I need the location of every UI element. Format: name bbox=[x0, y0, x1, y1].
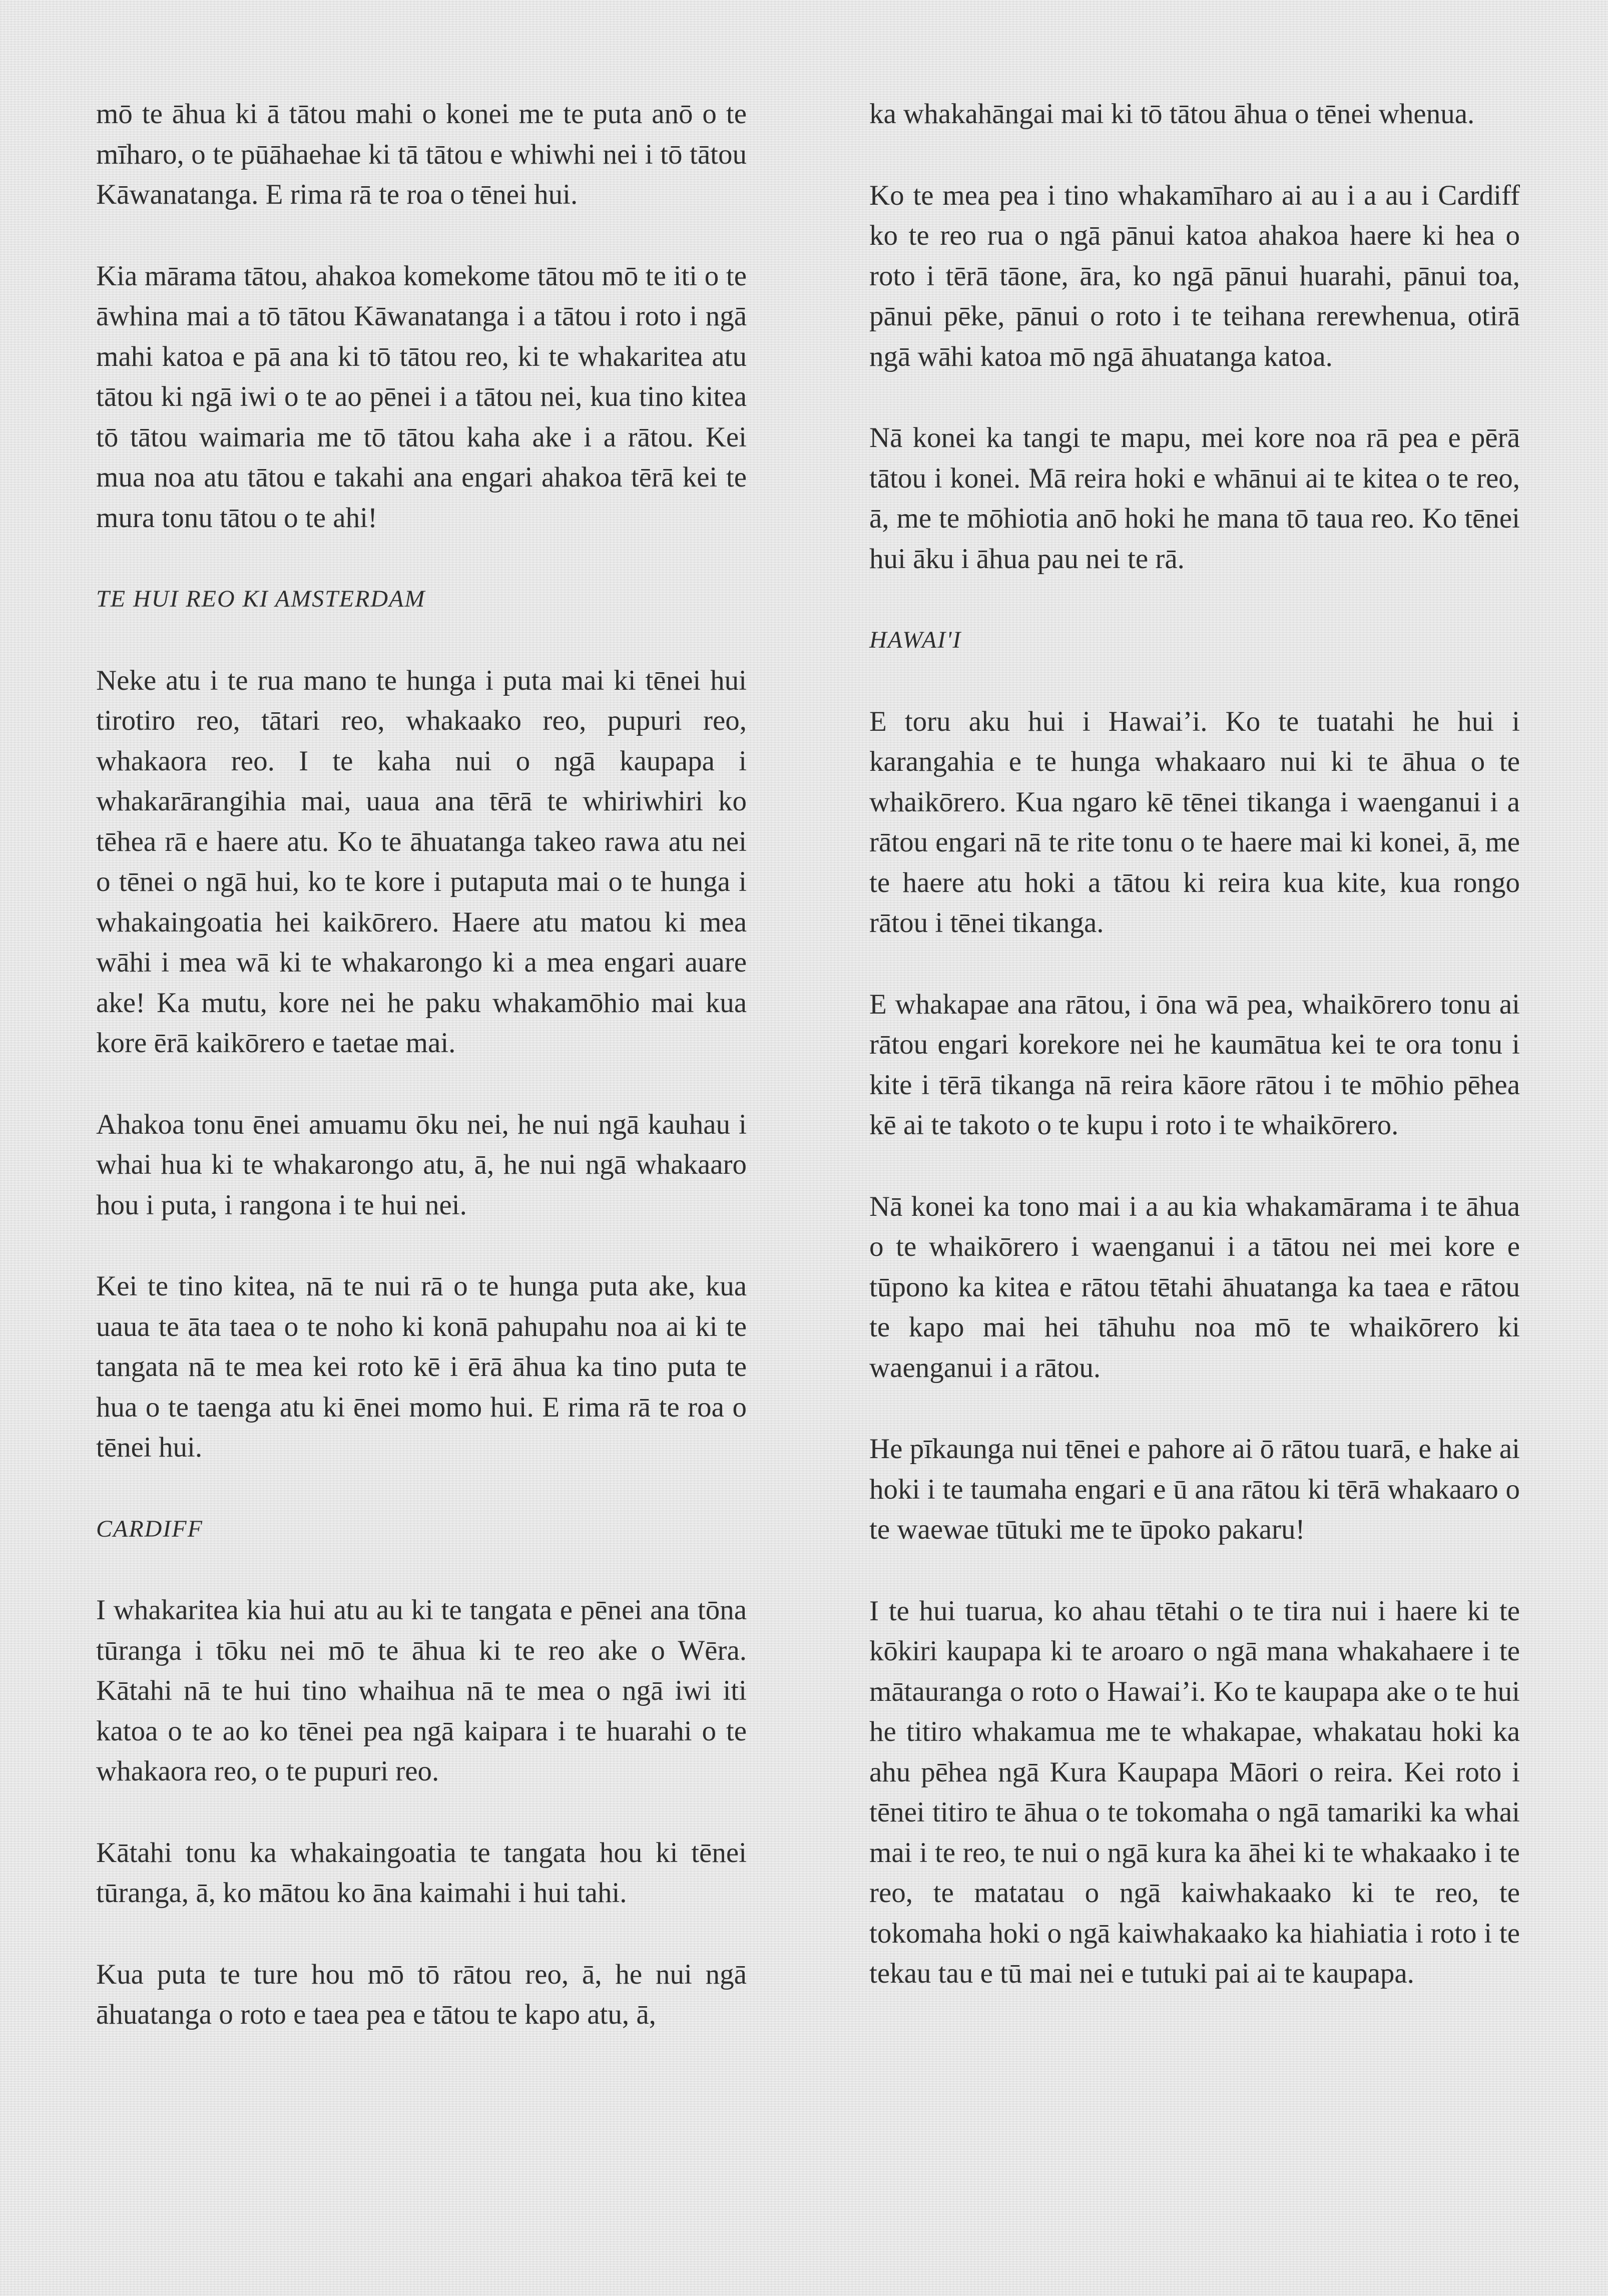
section-heading-cardiff: CARDIFF bbox=[96, 1515, 203, 1542]
paragraph: E toru aku hui i Hawai’i. Ko te tuatahi he hui i karangahia e te hunga whakaaro nui ki te āhua o te whaikōrero. Kua ngaro kē tēnei tikanga i waenganui i a rātou engari nā te rite tonu o te haere mai ki konei, ā, me te haere atu hoki a tātou ki reira kua kite, kua rongo rātou i tēnei tikanga. bbox=[869, 705, 1520, 939]
paragraph: I whakaritea kia hui atu au ki te tangata e pēnei ana tōna tūranga i tōku nei mō te āhua ki te reo ake o Wēra. Kātahi nā te hui tino whaihua nā te mea o ngā iwi iti katoa o te ao ko tēnei pea ngā kaipara i te huarahi o te whakaora reo, o te pupuri reo. bbox=[96, 1594, 747, 1787]
paragraph: Kia mārama tātou, ahakoa komekome tātou mō te iti o te āwhina mai a tō tātou Kāwanatanga i a tātou i roto i ngā mahi katoa e pā ana ki tō tātou reo, ki te whakaritea atu tātou ki ngā iwi o te ao pēnei i a tātou nei, kua tino kitea tō tātou waimaria me tō tātou kaha ake i a rātou. Kei mua noa atu tātou e takahi ana engari ahakoa tērā kei te mura tonu tātou o te ahi! bbox=[96, 260, 747, 534]
paragraph: Neke atu i te rua mano te hunga i puta mai ki tēnei hui tirotiro reo, tātari reo, whakaako reo, pupuri reo, whakaora reo. I te kaha nui o ngā kaupapa i whakarārangihia mai, uaua ana tērā te whiriwhiri ko tēhea rā e haere atu. Ko te āhuatanga takeo rawa atu nei o tēnei o ngā hui, ko te kore i putaputa mai o te hunga i whakaingoatia hei kaikōrero. Haere atu matou ki mea wāhi i mea wā ki te whakarongo ki a mea engari auare ake! Ka mutu, kore nei he paku whakamōhio mai kua kore ērā kaikōrero e taetae mai. bbox=[96, 664, 747, 1059]
paragraph: mō te āhua ki ā tātou mahi o konei me te puta anō o te mīharo, o te pūāhaehae ki tā tātou e whiwhi nei i tō tātou Kāwanatanga. E rima rā te roa o tēnei hui. bbox=[96, 98, 747, 210]
paragraph: Nā konei ka tangi te mapu, mei kore noa rā pea e pērā tātou i konei. Mā reira hoki e whānui ai te kitea o te reo, ā, me te mōhiotia anō hoki he mana tō taua reo. Ko tēnei hui āku i āhua pau nei te rā. bbox=[869, 422, 1520, 575]
left-column bbox=[96, 94, 747, 2076]
right-column bbox=[869, 94, 1520, 2035]
paragraph: Kātahi tonu ka whakaingoatia te tangata hou ki tēnei tūranga, ā, ko mātou ko āna kaimahi i hui tahi. bbox=[96, 1836, 747, 1909]
section-heading-amsterdam: TE HUI REO KI AMSTERDAM bbox=[96, 586, 426, 612]
paragraph: Ko te mea pea i tino whakamīharo ai au i a au i Cardiff ko te reo rua o ngā pānui katoa ahakoa haere ki hea o roto i tērā tāone, āra, ko ngā pānui huarahi, pānui toa, pānui pēke, pānui o roto i te teihana rerewhenua, otirā ngā wāhi katoa mō ngā āhuatanga katoa. bbox=[869, 179, 1520, 372]
paragraph: Nā konei ka tono mai i a au kia whakamārama i te āhua o te whaikōrero i waenganui i a tātou nei mei kore e tūpono ka kitea e rātou tētahi āhuatanga ka taea e rātou te kapo mai hei tāhuhu noa mō te whaikōrero ki waenganui i a rātou. bbox=[869, 1190, 1520, 1384]
paragraph: Kua puta te ture hou mō tō rātou reo, ā, he nui ngā āhuatanga o roto e taea pea e tātou te kapo atu, ā, bbox=[96, 1958, 747, 2030]
paragraph: E whakapae ana rātou, i ōna wā pea, whaikōrero tonu ai rātou engari korekore nei he kaumātua kei te ora tonu i kite i tērā tikanga nā reira kāore rātou i te mōhio pēhea kē ai te takoto o te kupu i roto i te whaikōrero. bbox=[869, 988, 1520, 1141]
paragraph: ka whakahāngai mai ki tō tātou āhua o tēnei whenua. bbox=[869, 98, 1475, 130]
paragraph: Kei te tino kitea, nā te nui rā o te hunga puta ake, kua uaua te āta taea o te noho ki konā pahupahu noa ai ki te tangata nā te mea kei roto kē i ērā āhua ka tino puta te hua o te taenga atu ki ēnei momo hui. E rima rā te roa o tēnei hui. bbox=[96, 1270, 747, 1463]
paragraph: I te hui tuarua, ko ahau tētahi o te tira nui i haere ki te kōkiri kaupapa ki te aroaro o ngā mana whakahaere i te mātauranga o roto o Hawai’i. Ko te kaupapa ake o te hui he titiro whakamua me te whakapae, whakatau hoki ka ahu pēhea ngā Kura Kaupapa Māori o reira. Kei roto i tēnei titiro te āhua o te tokomaha o ngā tamariki ka whai mai i te reo, te nui o ngā kura ka āhei ki te whakaako i te reo, te matatau o ngā kaiwhakaako ki te reo, te tokomaha hoki o ngā kaiwhakaako ka hiahiatia i roto i te tekau tau e tū mai nei e tutuki pai ai te kaupapa. bbox=[869, 1595, 1520, 1989]
section-heading-hawaii: HAWAI'I bbox=[869, 627, 962, 653]
paragraph: Ahakoa tonu ēnei amuamu ōku nei, he nui ngā kauhau i whai hua ki te whakarongo atu, ā, he nui ngā whakaaro hou i puta, i rangona i te hui nei. bbox=[96, 1108, 747, 1221]
paragraph: He pīkaunga nui tēnei e pahore ai ō rātou tuarā, e hake ai hoki i te taumaha engari e ū ana rātou ki tērā whakaaro o te waewae tūtuki me te ūpoko pakaru! bbox=[869, 1433, 1520, 1545]
